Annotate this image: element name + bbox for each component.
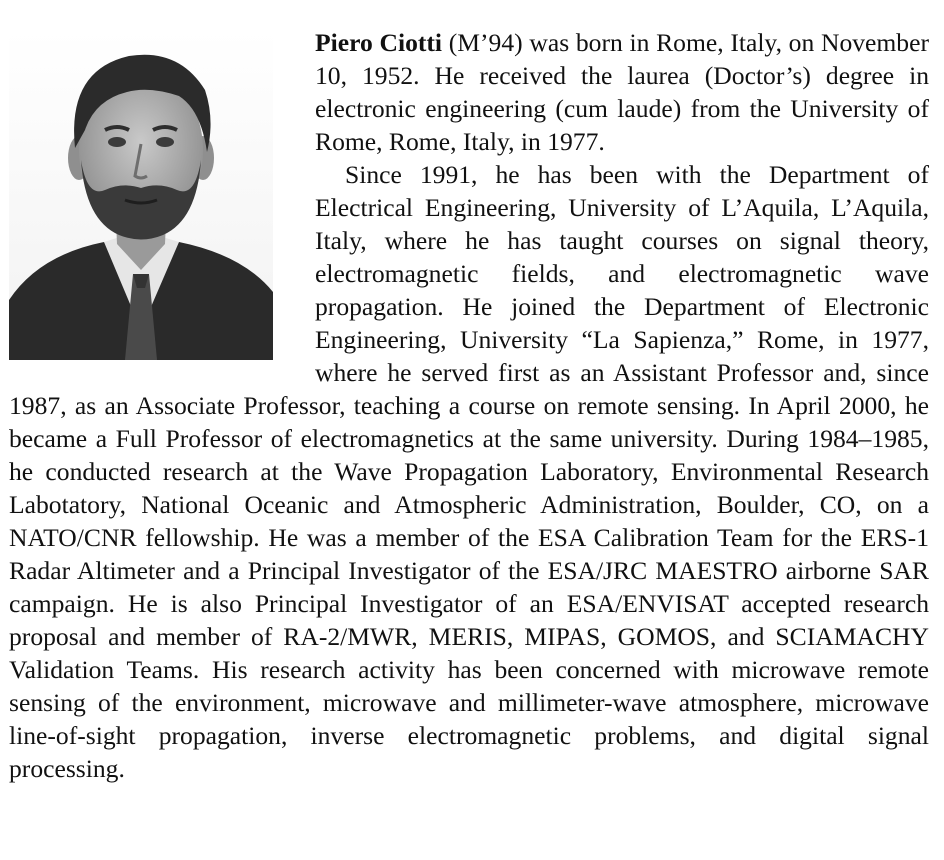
author-portrait-photo	[9, 30, 273, 360]
author-biography	[9, 26, 929, 785]
bio-paragraph-2: Since 1991, he has been with the Department of Electrical Engineering, University of L’Aquila, L’Aquila, Italy, where he has taught courses on signal theory, electromagnetic fields, and electromagnetic wave propagation. He joined the Department of Electronic Engineering, University “La Sapienza,” Rome, in 1977, where he served first as an Assistant Professor and, since 1987, as an Associate Professor, teaching a course on remote sensing. In April 2000, he became a Full Professor of electromagnetics at the same university. During 1984–1985, he conducted research at the Wave Propagation Laboratory, Environmental Research Labotatory, National Oceanic and Atmospheric Administration, Boulder, CO, on a NATO/CNR fellowship. He was a member of the ESA Calibration Team for the ERS-1 Radar Altimeter and a Principal Investigator of the ESA/JRC MAESTRO airborne SAR campaign. He is also Principal Investigator of an ESA/ENVISAT accepted research proposal and member of RA-2/MWR, MERIS, MIPAS, GOMOS, and SCIAMACHY Validation Teams. His research activity has been concerned with microwave remote sensing of the environment, microwave and millimeter-wave atmosphere, microwave line-of-sight propagation, inverse electromagnetic problems, and digital signal processing.	[9, 160, 929, 783]
bio-paragraph-1-text: (M’94) was born in Rome, Italy, on November 10, 1952. He received the laurea (Doctor’s) degree in electronic engineering (cum laude) from the University of Rome, Rome, Italy, in 1977.	[315, 28, 929, 156]
author-name: Piero Ciotti	[315, 28, 443, 57]
